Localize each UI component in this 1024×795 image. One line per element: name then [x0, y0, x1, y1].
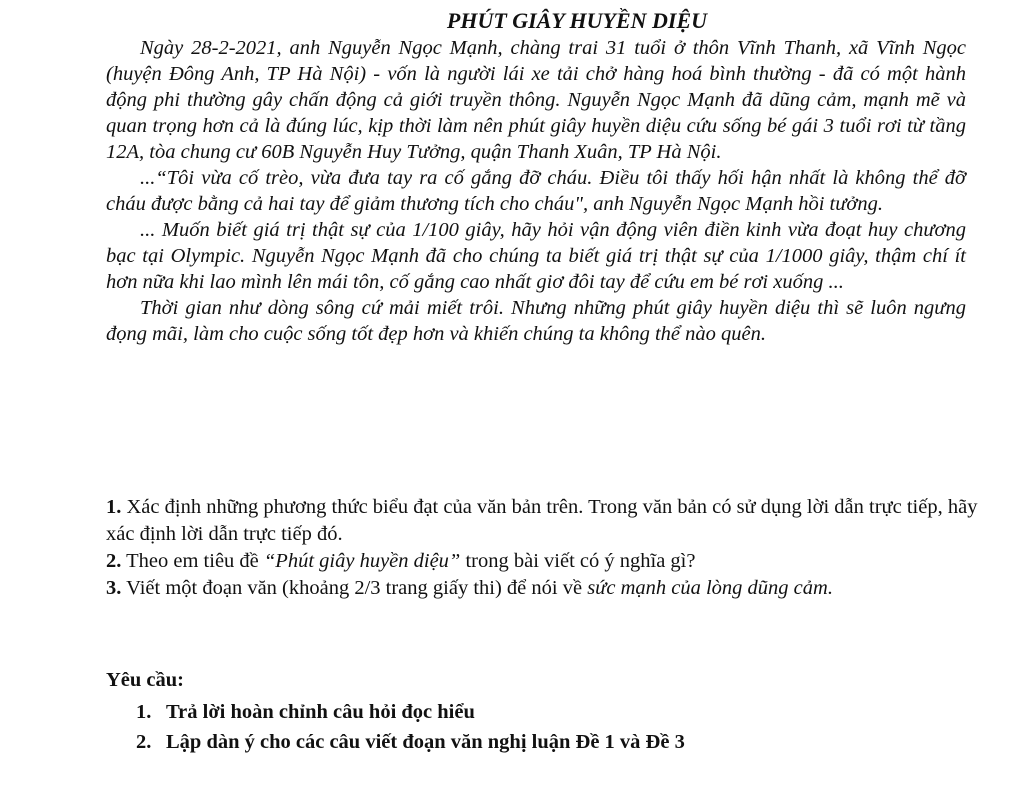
requirements-heading: Yêu cầu: [106, 669, 185, 691]
passage-paragraph: Thời gian như dòng sông cứ mải miết trôi. Nhưng những phút giây huyền diệu thì sẽ luôn ngưng đọng mãi, làm cho cuộc sống tốt đẹp hơn và khiến chúng ta không thể nào quên. [106, 297, 966, 345]
question-list [106, 494, 986, 602]
question-text-tail: trong bài viết có ý nghĩa gì? [460, 550, 696, 572]
question-number: 1. [106, 496, 122, 518]
requirement-text: Lập dàn ý cho các câu viết đoạn văn nghị luận Đề 1 và Đề 3 [166, 731, 685, 753]
question-emphasis: sức mạnh của lòng dũng cảm. [587, 577, 833, 599]
question-text: Viết một đoạn văn (khoảng 2/3 trang giấy thi) để nói về [126, 577, 588, 599]
passage-paragraph: ...“Tôi vừa cố trèo, vừa đưa tay ra cố gắng đỡ cháu. Điều tôi thấy hối hận nhất là không thể đỡ cháu được bằng cả hai tay để giảm thương tích cho cháu", anh Nguyễn Ngọc Mạnh hồi tưởng. [106, 167, 966, 215]
requirement-item [136, 727, 966, 757]
question-2 [106, 548, 986, 575]
document-title: PHÚT GIÂY HUYỀN DIỆU [446, 8, 708, 33]
question-1 [106, 494, 986, 548]
passage-paragraph: Ngày 28-2-2021, anh Nguyễn Ngọc Mạnh, chàng trai 31 tuổi ở thôn Vĩnh Thanh, xã Vĩnh Ngọc (huyện Đông Anh, TP Hà Nội) - vốn là người lái xe tải chở hàng hoá bình thường - đã có một hành động phi thường gây chấn động cả giới truyền thông. Nguyễn Ngọc Mạnh đã dũng cảm, mạnh mẽ và quan trọng hơn cả là đúng lúc, kịp thời làm nên phút giây huyền diệu cứu sống bé gái 3 tuổi rơi từ tầng 12A, tòa chung cư 60B Nguyễn Huy Tưởng, quận Thanh Xuân, TP Hà Nội. [106, 37, 966, 163]
requirement-item [136, 697, 966, 727]
question-3 [106, 575, 986, 602]
question-number: 3. [106, 577, 122, 599]
requirement-text: Trả lời hoàn chỉnh câu hỏi đọc hiểu [166, 701, 475, 723]
requirement-number: 2. [136, 731, 152, 753]
question-text: Xác định những phương thức biểu đạt của văn bản trên. Trong văn bản có sử dụng lời dẫn trực tiếp, hãy xác định lời dẫn trực tiếp đó. [106, 496, 978, 545]
question-text: Theo em tiêu đề [126, 550, 264, 572]
requirements-section [106, 665, 966, 757]
question-quoted-title: “Phút giây huyền diệu” [263, 550, 461, 572]
question-number: 2. [106, 550, 122, 572]
requirements-list [106, 697, 966, 757]
requirement-number: 1. [136, 701, 152, 723]
passage-paragraph: ... Muốn biết giá trị thật sự của 1/100 giây, hãy hỏi vận động viên điền kinh vừa đoạt huy chương bạc tại Olympic. Nguyễn Ngọc Mạnh đã cho chúng ta biết giá trị thật sự của 1/1000 giây, thậm chí ít hơn nữa khi lao mình lên mái tôn, cố gắng cao nhất giơ đôi tay để cứu em bé rơi xuống ... [106, 219, 966, 293]
reading-passage [106, 35, 966, 347]
